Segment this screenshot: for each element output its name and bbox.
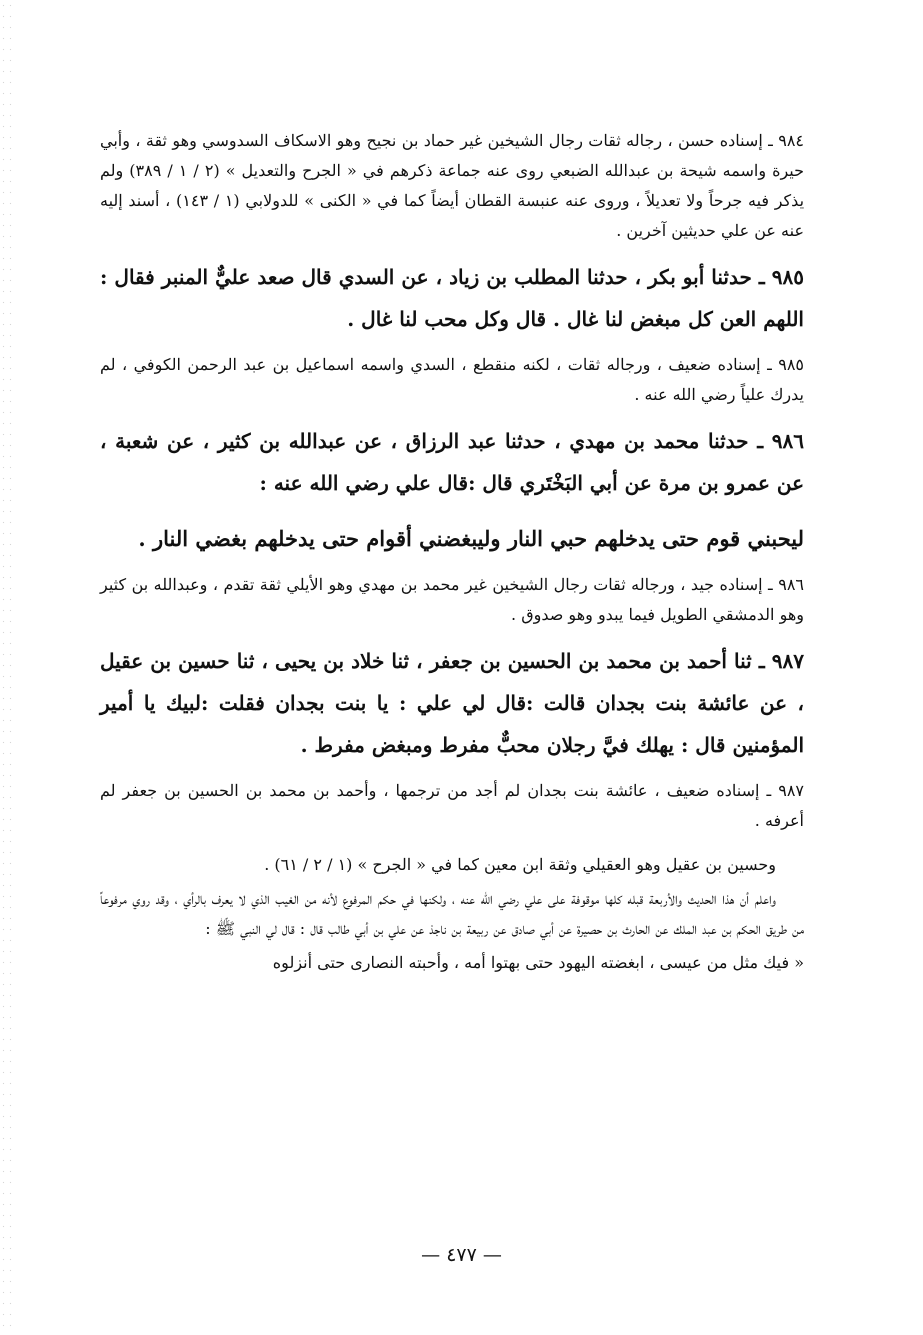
scan-edge-speckle [0,0,14,1335]
page-body [100,126,804,978]
hadith-986-matn: ليحبني قوم حتى يدخلهم حبي النار وليبغضني أقوام حتى يدخلهم بغضي النار . [138,526,804,551]
hadith-987: ٩٨٧ ـ ثنا أحمد بن محمد بن الحسين بن جعفر ، ثنا خلاد بن يحيى ، ثنا حسين بن عقيل ، عن عائشة بنت بجدان قالت :قال لي علي : يا بنت بجدان فقلت :لبيك يا أمير المؤمنين قال : يهلك فيَّ رجلان محبٌّ مفرط ومبغض مفرط . [100,649,804,757]
commentary-985: ٩٨٥ ـ إسناده ضعيف ، ورجاله ثقات ، لكنه منقطع ، السدي واسمه اسماعيل بن عبد الرحمن الكوفي ، لم يدرك علياً رضي الله عنه . [100,355,804,404]
hadith-985: ٩٨٥ ـ حدثنا أبو بكر ، حدثنا المطلب بن زياد ، عن السدي قال صعد عليٌّ المنبر فقال : اللهم العن كل مبغض لنا غال . قال وكل محب لنا غال . [100,265,804,331]
quoted-hadith-start: « فيك مثل من عيسى ، ابغضته اليهود حتى بهتوا أمه ، وأحبته النصارى حتى أنزلوه [272,953,804,972]
commentary-987: ٩٨٧ ـ إسناده ضعيف ، عائشة بنت بجدان لم أجد من ترجمها ، وأحمد بن محمد بن الحسين بن جعفر لم أعرفه . [100,781,804,830]
commentary-note-marfu: واعلم أن هذا الحديث والأربعة قبله كلها موقوفة على علي رضي الله عنه ، ولكنها في حكم المرفوع لأنه من الغيب الذي لا يعرف بالرأي ، وقد روي مرفوعاً من طريق الحكم بن عبد الملك عن الحارث بن حصيرة عن أبي صادق عن ربيعة بن ناجذ عن علي بن أبي طالب قال : قال لي النبي ﷺ : [100,889,804,938]
hadith-986: ٩٨٦ ـ حدثنا محمد بن مهدي ، حدثنا عبد الرزاق ، عن عبدالله بن كثير ، عن شعبة ، عن عمرو بن مرة عن أبي البَخْتَري قال :قال علي رضي الله عنه : [100,429,804,495]
commentary-987-continued: وحسين بن عقيل وهو العقيلي وثقة ابن معين كما في « الجرح » (١ / ٢ / ٦١) . [264,855,776,874]
page-number: — ٤٧٧ — [421,1244,502,1266]
commentary-984: ٩٨٤ ـ إسناده حسن ، رجاله ثقات رجال الشيخين غير حماد بن نجيح وهو الاسكاف السدوسي وهو ثقة ، وأبي حيرة واسمه شيحة بن عبدالله الضبعي روى عنه جماعة ذكرهم في « الجرح والتعديل » (٢ / ١ / ٣٨٩) ولم يذكر فيه جرحاً ولا تعديلاً ، وروى عنه عنبسة القطان أيضاً كما في « الكنى » للدولابي (١ / ١٤٣) ، أسند إليه عنه عن علي حديثين آخرين . [100,131,805,240]
commentary-986: ٩٨٦ ـ إسناده جيد ، ورجاله ثقات رجال الشيخين غير محمد بن مهدي وهو الأيلي ثقة تقدم ، وعبدالله بن كثير وهو الدمشقي الطويل فيما يبدو وهو صدوق . [100,575,804,624]
